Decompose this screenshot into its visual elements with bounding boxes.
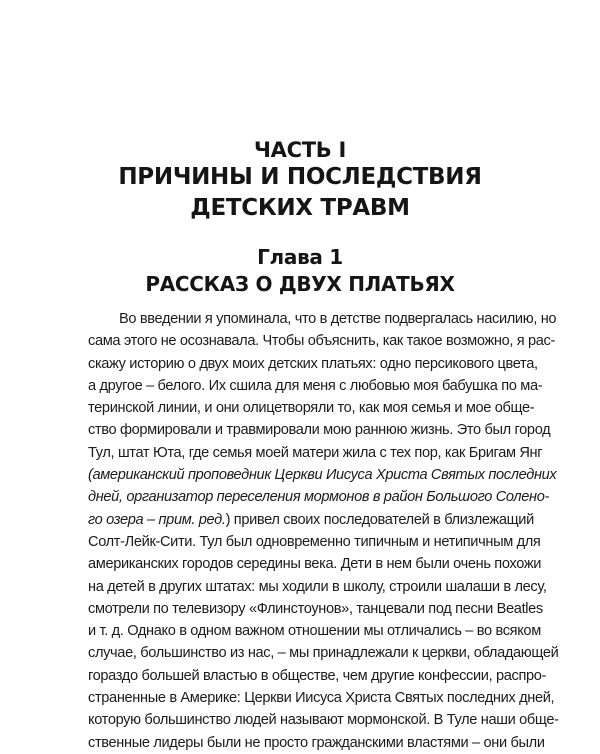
text-line: смотрели по телевизору «Флинстоунов», танцевали под песни Beatles <box>88 600 543 617</box>
text-line: и т. д. Однако в одном важном отношении мы отличались – во всяком <box>88 623 541 640</box>
text-line: теринской линии, и они олицетворяли то, как моя семья и мое обще- <box>88 400 535 417</box>
text-line: сама этого не осознавала. Чтобы объяснить, как такое возможно, я рас- <box>88 333 556 350</box>
text-line: Тул, штат Юта, где семья моей матери жила с тех пор, как Бригам Янг <box>88 444 543 461</box>
chapter-label: Глава 1 <box>257 245 343 269</box>
text-line: а другое – белого. Их сшила для меня с любовью моя бабушка по ма- <box>88 377 543 394</box>
text-line: американских городов середины века. Дети в нем были очень похожи <box>88 556 542 573</box>
text-line: ственные лидеры были не просто гражданскими властями – они были <box>88 734 545 751</box>
text-line: Солт-Лейк-Сити. Тул был одновременно типичным и нетипичным для <box>88 533 541 550</box>
chapter-title: РАССКАЗ О ДВУХ ПЛАТЬЯХ <box>145 272 455 296</box>
text-line: страненные в Америке: Церкви Иисуса Христа Святых последних дней, <box>88 690 555 707</box>
text-line: гораздо большей властью в обществе, чем другие конфессии, распро- <box>88 667 547 684</box>
text-line: ство формировали и травмировали мою раннюю жизнь. Это был город <box>88 422 551 439</box>
part-label: ЧАСТЬ I <box>254 138 346 162</box>
text-line: Во введении я упоминала, что в детстве подвергалась насилию, но <box>119 311 557 327</box>
text-line-italic: (американский проповедник Церкви Иисуса Христа Святых последних <box>88 467 557 484</box>
editor-note-end: го озера – прим. ред. <box>88 511 226 528</box>
text-line: случае, большинство из нас, – мы принадлежали к церкви, обладающей <box>88 645 559 662</box>
text-line: которую большинство людей называют мормонской. В Туле наши обще- <box>88 712 559 729</box>
text-line-mixed <box>88 509 534 531</box>
part-title-line-1: ПРИЧИНЫ И ПОСЛЕДСТВИЯ <box>118 164 482 190</box>
chapter-body-text <box>88 308 559 754</box>
text-line-continuation: ) привел своих последователей в близлежащий <box>225 511 534 528</box>
text-line-italic: дней, организатор переселения мормонов в район Большого Солено- <box>88 489 549 506</box>
text-line: на детей в других штатах: мы ходили в школу, строили шалаши в лесу, <box>88 578 547 595</box>
part-title-line-2: ДЕТСКИХ ТРАВМ <box>190 195 410 221</box>
text-line: скажу историю о двух моих детских платьях: одно персикового цвета, <box>88 355 538 372</box>
